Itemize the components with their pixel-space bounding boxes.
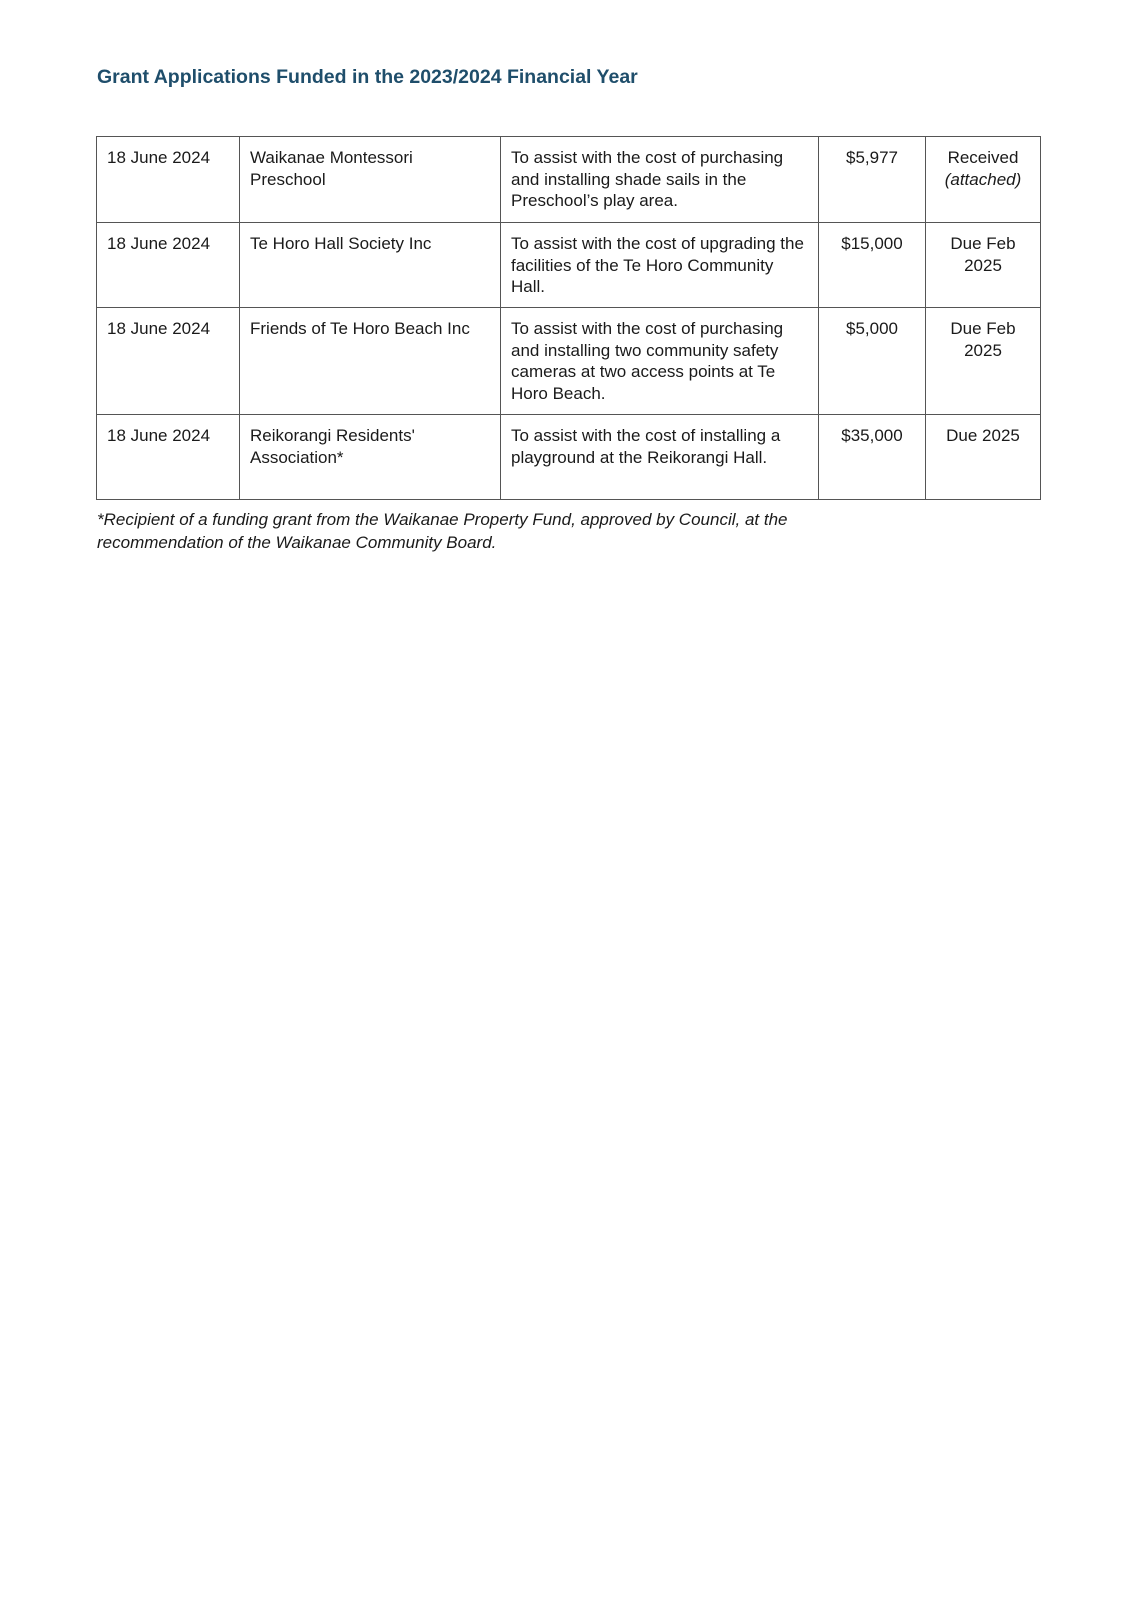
grant-status: Due Feb 2025 bbox=[926, 223, 1041, 308]
grant-status: Due Feb 2025 bbox=[926, 308, 1041, 415]
grant-organisation: Reikorangi Residents' Association* bbox=[240, 415, 501, 500]
grant-purpose: To assist with the cost of purchasing and installing two community safety cameras at two access points at Te Horo Beach. bbox=[501, 308, 819, 415]
grant-organisation: Te Horo Hall Society Inc bbox=[240, 223, 501, 308]
grant-amount: $5,977 bbox=[819, 137, 926, 223]
grant-amount: $15,000 bbox=[819, 223, 926, 308]
grant-purpose: To assist with the cost of upgrading the facilities of the Te Horo Community Hall. bbox=[501, 223, 819, 308]
grant-date: 18 June 2024 bbox=[97, 137, 240, 223]
grant-status: Due 2025 bbox=[926, 415, 1041, 500]
grant-amount: $5,000 bbox=[819, 308, 926, 415]
grant-purpose: To assist with the cost of installing a playground at the Reikorangi Hall. bbox=[501, 415, 819, 500]
grants-table bbox=[96, 136, 1041, 500]
grant-status-note: (attached) bbox=[944, 169, 1022, 189]
table-row bbox=[97, 137, 1041, 223]
grant-purpose: To assist with the cost of purchasing and installing shade sails in the Preschool’s play area. bbox=[501, 137, 819, 223]
grant-date: 18 June 2024 bbox=[97, 308, 240, 415]
page-title: Grant Applications Funded in the 2023/2024 Financial Year bbox=[97, 66, 638, 88]
grant-status bbox=[926, 137, 1041, 223]
grant-organisation: Waikanae Montessori Preschool bbox=[240, 137, 501, 223]
table-row bbox=[97, 223, 1041, 308]
grant-amount: $35,000 bbox=[819, 415, 926, 500]
table-row bbox=[97, 415, 1041, 500]
grant-organisation: Friends of Te Horo Beach Inc bbox=[240, 308, 501, 415]
grant-status-text: Received bbox=[947, 148, 1019, 167]
grant-date: 18 June 2024 bbox=[97, 223, 240, 308]
footnote: *Recipient of a funding grant from the Waikanae Property Fund, approved by Council, at the recommendation of the Waikanae Community Board. bbox=[97, 510, 788, 552]
grant-date: 18 June 2024 bbox=[97, 415, 240, 500]
table-row bbox=[97, 308, 1041, 415]
